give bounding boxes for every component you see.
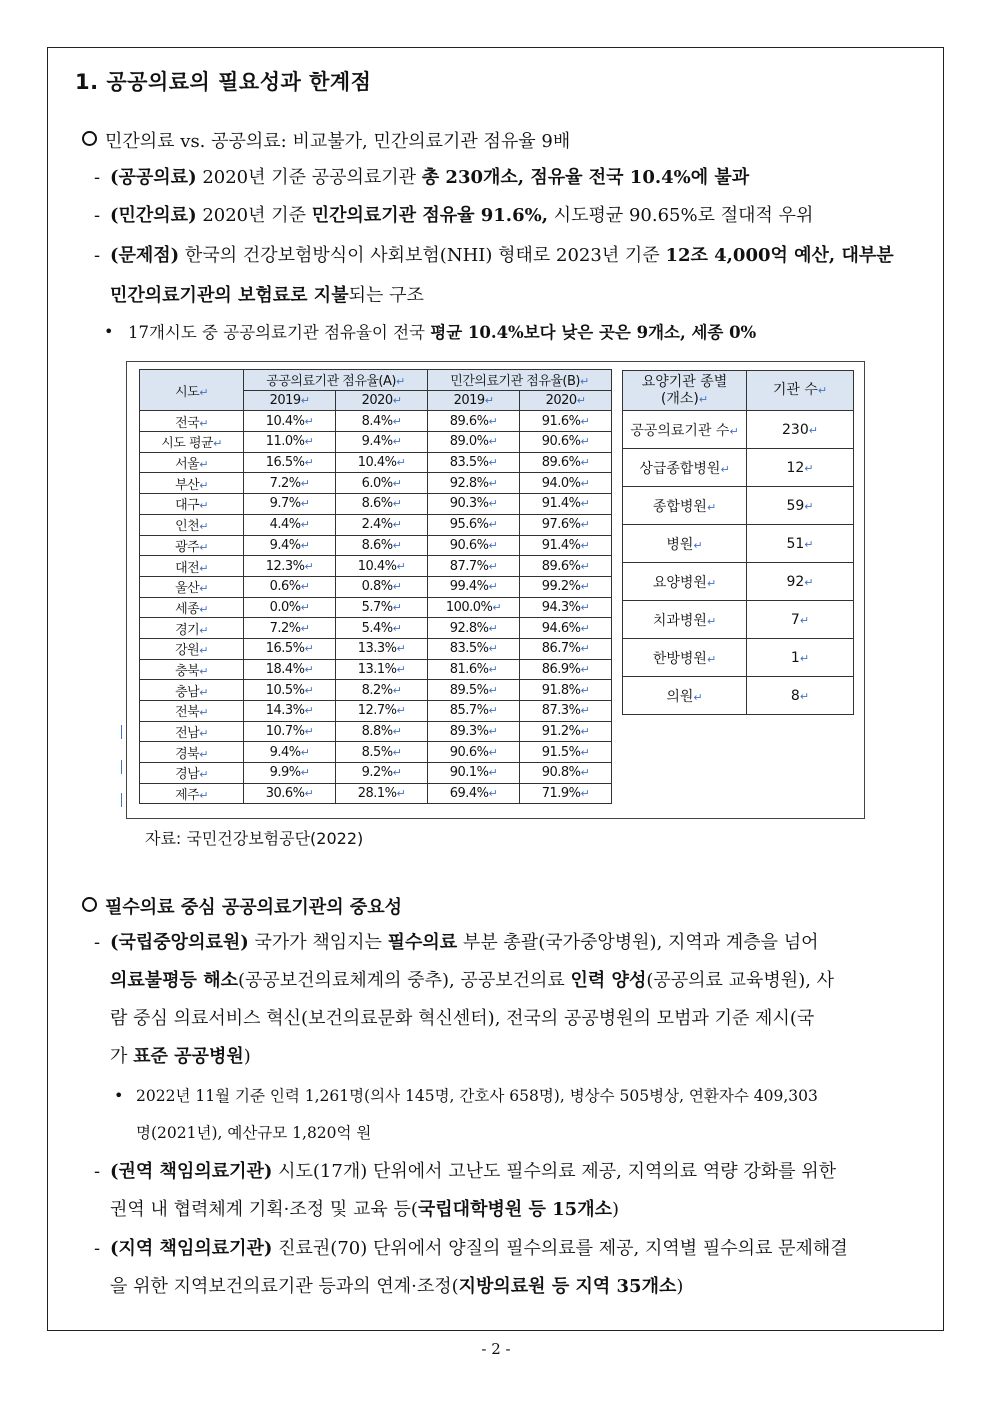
facility-table bbox=[622, 370, 854, 715]
share-cell: 90.6%↵ bbox=[428, 535, 520, 556]
facility-type-cell: 상급종합병원↵ bbox=[623, 449, 747, 487]
margin-mark bbox=[121, 793, 122, 807]
share-cell: 0.8%↵ bbox=[336, 576, 428, 597]
share-cell: 91.6%↵ bbox=[520, 411, 612, 432]
share-cell: 94.3%↵ bbox=[520, 597, 612, 618]
table-row bbox=[623, 525, 854, 563]
share-cell: 90.6%↵ bbox=[428, 742, 520, 763]
table-row bbox=[623, 563, 854, 601]
dash-marker: - bbox=[94, 205, 101, 226]
share-cell: 11.0%↵ bbox=[244, 432, 336, 453]
region-cell: 인천↵ bbox=[140, 514, 244, 535]
region-cell: 충북↵ bbox=[140, 659, 244, 680]
region-cell: 세종↵ bbox=[140, 597, 244, 618]
share-cell: 9.9%↵ bbox=[244, 763, 336, 784]
share-cell: 8.6%↵ bbox=[336, 494, 428, 515]
page-heading: 1. 공공의료의 필요성과 한계점 bbox=[75, 70, 372, 94]
region-cell: 광주↵ bbox=[140, 535, 244, 556]
table-row bbox=[623, 639, 854, 677]
share-cell: 13.1%↵ bbox=[336, 659, 428, 680]
region-cell: 충남↵ bbox=[140, 680, 244, 701]
share-cell: 9.7%↵ bbox=[244, 494, 336, 515]
share-cell: 83.5%↵ bbox=[428, 452, 520, 473]
margin-mark bbox=[121, 760, 122, 774]
share-cell: 12.7%↵ bbox=[336, 701, 428, 722]
share-cell: 100.0%↵ bbox=[428, 597, 520, 618]
facility-count-cell: 7↵ bbox=[747, 601, 854, 639]
section2-title: 필수의료 중심 공공의료기관의 중요성 bbox=[82, 893, 402, 919]
table-row bbox=[140, 514, 612, 535]
share-cell: 89.3%↵ bbox=[428, 721, 520, 742]
bullet-dot: • bbox=[104, 322, 114, 341]
share-cell: 95.6%↵ bbox=[428, 514, 520, 535]
section1-item3-line2: 민간의료기관의 보험료로 지불되는 구조 bbox=[110, 285, 424, 306]
facility-type-cell: 병원↵ bbox=[623, 525, 747, 563]
share-cell: 91.4%↵ bbox=[520, 494, 612, 515]
share-cell: 85.7%↵ bbox=[428, 701, 520, 722]
share-cell: 99.2%↵ bbox=[520, 576, 612, 597]
share-cell: 10.4%↵ bbox=[336, 452, 428, 473]
region-cell: 강원↵ bbox=[140, 638, 244, 659]
share-cell: 83.5%↵ bbox=[428, 638, 520, 659]
circle-bullet-icon bbox=[82, 131, 97, 146]
share-cell: 16.5%↵ bbox=[244, 452, 336, 473]
page-number: - 2 - bbox=[481, 1340, 511, 1358]
section2-item3-line2: 을 위한 지역보건의료기관 등과의 연계·조정(지방의료원 등 지역 35개소) bbox=[110, 1276, 684, 1297]
table-row bbox=[140, 597, 612, 618]
region-cell: 전북↵ bbox=[140, 701, 244, 722]
region-cell: 대구↵ bbox=[140, 494, 244, 515]
section2-bullet-line2: 명(2021년), 예산규모 1,820억 원 bbox=[136, 1124, 372, 1142]
facility-count-cell: 230↵ bbox=[747, 411, 854, 449]
share-cell: 87.7%↵ bbox=[428, 556, 520, 577]
region-cell: 울산↵ bbox=[140, 576, 244, 597]
table-row bbox=[623, 487, 854, 525]
section2-item1-line1: (국립중앙의료원) 국가가 책임지는 필수의료 부분 총괄(국가중앙병원), 지역과 계층을 넘어 bbox=[110, 932, 819, 953]
share-cell: 9.4%↵ bbox=[244, 742, 336, 763]
share-cell: 90.6%↵ bbox=[520, 432, 612, 453]
share-cell: 89.5%↵ bbox=[428, 680, 520, 701]
section2-item1-line3: 람 중심 의료서비스 혁신(보건의료문화 혁신센터), 전국의 공공병원의 모범과 기준 제시(국 bbox=[110, 1008, 815, 1029]
share-cell: 91.2%↵ bbox=[520, 721, 612, 742]
table-row bbox=[140, 659, 612, 680]
facility-type-cell: 한방병원↵ bbox=[623, 639, 747, 677]
share-cell: 10.5%↵ bbox=[244, 680, 336, 701]
section1-title: 민간의료 vs. 공공의료: 비교불가, 민간의료기관 점유율 9배 bbox=[82, 127, 570, 153]
facility-type-cell: 치과병원↵ bbox=[623, 601, 747, 639]
facility-type-header: 요양기관 종별 (개소)↵ bbox=[623, 371, 747, 411]
dash-marker: - bbox=[94, 245, 101, 266]
year-header: 2019↵ bbox=[428, 390, 520, 411]
share-cell: 94.0%↵ bbox=[520, 473, 612, 494]
facility-type-cell: 의원↵ bbox=[623, 677, 747, 715]
dash-marker: - bbox=[94, 167, 101, 188]
share-cell: 12.3%↵ bbox=[244, 556, 336, 577]
share-cell: 16.5%↵ bbox=[244, 638, 336, 659]
share-cell: 9.4%↵ bbox=[336, 432, 428, 453]
table-row bbox=[140, 576, 612, 597]
dash-marker: - bbox=[94, 1161, 101, 1182]
share-cell: 8.8%↵ bbox=[336, 721, 428, 742]
bullet-dot: • bbox=[114, 1086, 124, 1105]
share-cell: 69.4%↵ bbox=[428, 783, 520, 804]
share-cell: 89.0%↵ bbox=[428, 432, 520, 453]
table-row bbox=[623, 601, 854, 639]
table-row bbox=[140, 432, 612, 453]
share-cell: 9.2%↵ bbox=[336, 763, 428, 784]
facility-type-cell: 공공의료기관 수↵ bbox=[623, 411, 747, 449]
share-cell: 18.4%↵ bbox=[244, 659, 336, 680]
table-row bbox=[623, 449, 854, 487]
table-row bbox=[623, 411, 854, 449]
facility-type-cell: 종합병원↵ bbox=[623, 487, 747, 525]
table-row bbox=[140, 680, 612, 701]
share-cell: 6.0%↵ bbox=[336, 473, 428, 494]
share-cell: 90.1%↵ bbox=[428, 763, 520, 784]
dash-marker: - bbox=[94, 1238, 101, 1259]
region-cell: 대전↵ bbox=[140, 556, 244, 577]
table-row bbox=[140, 618, 612, 639]
share-cell: 81.6%↵ bbox=[428, 659, 520, 680]
region-cell: 서울↵ bbox=[140, 452, 244, 473]
share-cell: 89.6%↵ bbox=[520, 452, 612, 473]
table-row bbox=[140, 721, 612, 742]
share-cell: 90.8%↵ bbox=[520, 763, 612, 784]
public-share-header: 공공의료기관 점유율(A)↵ bbox=[244, 370, 428, 391]
share-cell: 10.4%↵ bbox=[336, 556, 428, 577]
section2-item1-line2: 의료불평등 해소(공공보건의료체계의 중추), 공공보건의료 인력 양성(공공의료 교육병원), 사 bbox=[110, 970, 835, 991]
share-cell: 10.4%↵ bbox=[244, 411, 336, 432]
share-cell: 92.8%↵ bbox=[428, 473, 520, 494]
section1-item2: (민간의료) 2020년 기준 민간의료기관 점유율 91.6%, 시도평균 90.65%로 절대적 우위 bbox=[110, 205, 814, 226]
facility-count-cell: 1↵ bbox=[747, 639, 854, 677]
share-cell: 86.9%↵ bbox=[520, 659, 612, 680]
section2-item2-line2: 권역 내 협력체계 기획·조정 및 교육 등(국립대학병원 등 15개소) bbox=[110, 1199, 620, 1220]
table-row bbox=[140, 411, 612, 432]
year-header: 2020↵ bbox=[520, 390, 612, 411]
share-cell: 9.4%↵ bbox=[244, 535, 336, 556]
facility-count-cell: 59↵ bbox=[747, 487, 854, 525]
section2-item2-line1: (권역 책임의료기관) 시도(17개) 단위에서 고난도 필수의료 제공, 지역의료 역량 강화를 위한 bbox=[110, 1161, 837, 1182]
section2-item1-line4: 가 표준 공공병원) bbox=[110, 1046, 251, 1067]
share-cell: 14.3%↵ bbox=[244, 701, 336, 722]
region-header: 시도↵ bbox=[140, 370, 244, 411]
dash-marker: - bbox=[94, 932, 101, 953]
table-row bbox=[140, 556, 612, 577]
share-cell: 91.8%↵ bbox=[520, 680, 612, 701]
share-cell: 5.7%↵ bbox=[336, 597, 428, 618]
region-cell: 경북↵ bbox=[140, 742, 244, 763]
share-cell: 90.3%↵ bbox=[428, 494, 520, 515]
share-cell: 94.6%↵ bbox=[520, 618, 612, 639]
share-cell: 91.4%↵ bbox=[520, 535, 612, 556]
table-row bbox=[140, 452, 612, 473]
facility-count-cell: 8↵ bbox=[747, 677, 854, 715]
table-row bbox=[140, 742, 612, 763]
share-cell: 0.6%↵ bbox=[244, 576, 336, 597]
table-row bbox=[140, 783, 612, 804]
share-cell: 7.2%↵ bbox=[244, 473, 336, 494]
facility-count-cell: 12↵ bbox=[747, 449, 854, 487]
region-cell: 전남↵ bbox=[140, 721, 244, 742]
facility-type-cell: 요양병원↵ bbox=[623, 563, 747, 601]
private-share-header: 민간의료기관 점유율(B)↵ bbox=[428, 370, 612, 391]
facility-count-cell: 51↵ bbox=[747, 525, 854, 563]
table-row bbox=[140, 494, 612, 515]
share-cell: 8.2%↵ bbox=[336, 680, 428, 701]
share-cell: 8.4%↵ bbox=[336, 411, 428, 432]
share-cell: 89.6%↵ bbox=[520, 556, 612, 577]
section1-item1: (공공의료) 2020년 기준 공공의료기관 총 230개소, 점유율 전국 10.4%에 불과 bbox=[110, 167, 750, 188]
share-cell: 2.4%↵ bbox=[336, 514, 428, 535]
share-cell: 30.6%↵ bbox=[244, 783, 336, 804]
table-row bbox=[140, 535, 612, 556]
share-cell: 7.2%↵ bbox=[244, 618, 336, 639]
share-cell: 87.3%↵ bbox=[520, 701, 612, 722]
year-header: 2019↵ bbox=[244, 390, 336, 411]
table-row bbox=[140, 763, 612, 784]
section2-bullet-line1: 2022년 11월 기준 인력 1,261명(의사 145명, 간호사 658명), 병상수 505병상, 연환자수 409,303 bbox=[136, 1087, 818, 1105]
region-cell: 시도 평균↵ bbox=[140, 432, 244, 453]
facility-count-header: 기관 수↵ bbox=[747, 371, 854, 411]
section1-item3-line1: (문제점) 한국의 건강보험방식이 사회보험(NHI) 형태로 2023년 기준 12조 4,000억 예산, 대부분 bbox=[110, 245, 894, 266]
share-cell: 71.9%↵ bbox=[520, 783, 612, 804]
region-cell: 경남↵ bbox=[140, 763, 244, 784]
share-cell: 86.7%↵ bbox=[520, 638, 612, 659]
share-cell: 8.6%↵ bbox=[336, 535, 428, 556]
table-row bbox=[140, 638, 612, 659]
share-cell: 0.0%↵ bbox=[244, 597, 336, 618]
share-cell: 89.6%↵ bbox=[428, 411, 520, 432]
table-row bbox=[140, 701, 612, 722]
share-cell: 28.1%↵ bbox=[336, 783, 428, 804]
section2-item3-line1: (지역 책임의료기관) 진료권(70) 단위에서 양질의 필수의료를 제공, 지역별 필수의료 문제해결 bbox=[110, 1238, 848, 1259]
source-note: 자료: 국민건강보험공단(2022) bbox=[145, 829, 364, 848]
share-cell: 5.4%↵ bbox=[336, 618, 428, 639]
section1-bullet: 17개시도 중 공공의료기관 점유율이 전국 평균 10.4%보다 낮은 곳은 9개소, 세종 0% bbox=[128, 323, 757, 342]
share-cell: 4.4%↵ bbox=[244, 514, 336, 535]
region-cell: 전국↵ bbox=[140, 411, 244, 432]
share-cell: 97.6%↵ bbox=[520, 514, 612, 535]
share-cell: 10.7%↵ bbox=[244, 721, 336, 742]
table-row bbox=[140, 473, 612, 494]
margin-mark bbox=[121, 725, 122, 739]
region-cell: 경기↵ bbox=[140, 618, 244, 639]
share-cell: 92.8%↵ bbox=[428, 618, 520, 639]
year-header: 2020↵ bbox=[336, 390, 428, 411]
region-cell: 부산↵ bbox=[140, 473, 244, 494]
share-cell: 91.5%↵ bbox=[520, 742, 612, 763]
circle-bullet-icon bbox=[82, 897, 97, 912]
share-cell: 13.3%↵ bbox=[336, 638, 428, 659]
share-cell: 8.5%↵ bbox=[336, 742, 428, 763]
share-cell: 99.4%↵ bbox=[428, 576, 520, 597]
facility-count-cell: 92↵ bbox=[747, 563, 854, 601]
table-row bbox=[623, 677, 854, 715]
region-cell: 제주↵ bbox=[140, 783, 244, 804]
share-table bbox=[139, 369, 612, 804]
